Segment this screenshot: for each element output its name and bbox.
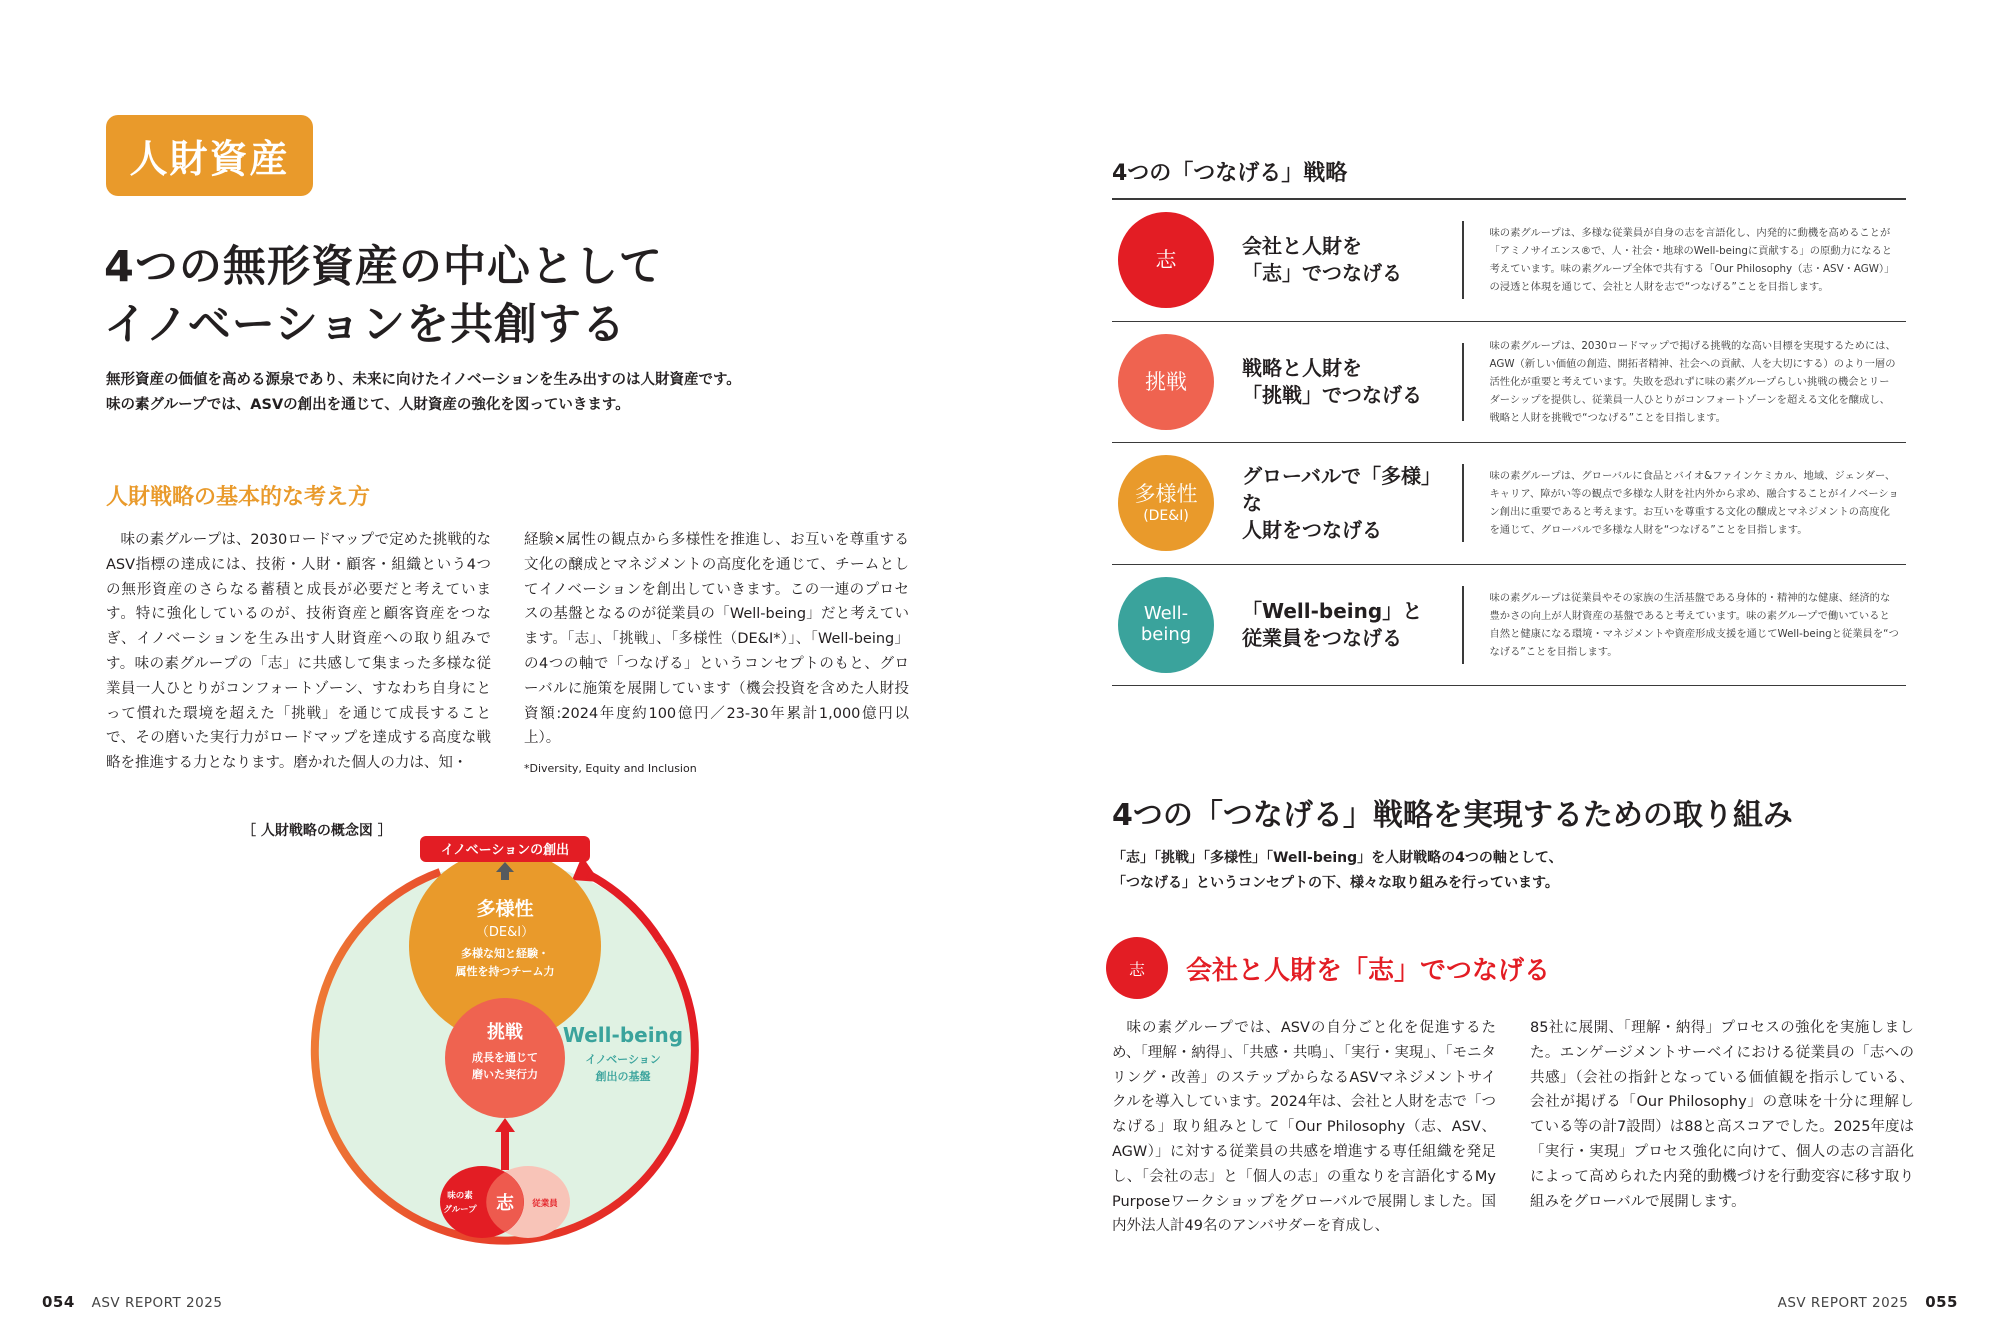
folio-left <box>42 1293 222 1311</box>
innovation-label: イノベーションの創出 <box>440 843 570 858</box>
footnote: *Diversity, Equity and Inclusion <box>524 762 697 775</box>
wellbeing-label: Well-being <box>562 1023 684 1047</box>
page-number: 054 <box>42 1293 75 1311</box>
strategy-row-wellbeing <box>1112 565 1906 687</box>
right-page <box>1000 0 2000 1343</box>
title-line-1: 4つの無形資産の中心として <box>104 242 663 292</box>
employee-label: 従業員 <box>532 1199 558 1209</box>
purpose-section-header <box>1106 937 1550 999</box>
diversity-icon: 多様性 (DE&I) <box>1118 455 1214 551</box>
challenge-desc-1: 成長を通じて <box>472 1051 538 1064</box>
purpose-label: 志 <box>496 1193 514 1214</box>
divider <box>1462 464 1464 542</box>
strategy-title: 「Well-being」と 従業員をつなげる <box>1242 598 1423 650</box>
strategy-table <box>1112 198 1906 686</box>
strategy-row-diversity <box>1112 443 1906 565</box>
wellbeing-desc-2: 創出の基盤 <box>595 1070 651 1083</box>
company-label-2: グループ <box>443 1205 477 1215</box>
wellbeing-icon: Well- being <box>1118 577 1214 673</box>
strategy-row-challenge <box>1112 322 1906 444</box>
report-name: ASV REPORT 2025 <box>1777 1295 1909 1311</box>
purpose-section-title: 会社と人財を「志」でつなげる <box>1186 955 1551 986</box>
challenge-label: 挑戦 <box>487 1022 523 1043</box>
challenge-icon: 挑戦 <box>1118 334 1214 430</box>
body-column-2: 85社に展開、「理解・納得」プロセスの強化を実施しました。エンゲージメントサーベイにおける従業員の「志への共感」（会社の指針となっている価値観を指示している、会社が掲げる「Our Philosophy」の意味を十分に理解している等の計7設問）は88と高スコアでした。2025年度は「実行・実現」プロセス強化に向けて、個人の志の言語化によって高められた内発的動機づけを行動変容に移す取り組みをグローバルで展開します。 <box>1530 1020 1915 1210</box>
category-badge: 人財資産 <box>106 115 313 196</box>
body-column-1: 味の素グループは、2030ロードマップで定めた挑戦的なASV指標の達成には、技術・人財・顧客・組織という4つの無形資産のさらなる蓄積と成長が必要だと考えています。特に強化しているのが、技術資産と顧客資産をつなぎ、イノベーションを生み出す人財資産への取り組みです。味の素グループの「志」に共感して集まった多様な従業員一人ひとりがコンフォートゾーン、すなわち自身にとって慣れた環境を超えた「挑戦」を通じて成長することで、その磨いた実行力がロードマップを達成する高度な戦略を推進する力となります。磨かれた個人の力は、知・ <box>106 532 491 772</box>
purpose-icon: 志 <box>1118 212 1214 308</box>
section-heading: 人財戦略の基本的な考え方 <box>106 485 371 510</box>
strategy-title: 会社と人財を 「志」でつなげる <box>1242 234 1402 286</box>
hr-strategy-concept-diagram <box>300 836 710 1246</box>
strategy-title: グローバルで「多様」な 人財をつなげる <box>1242 463 1441 542</box>
report-name: ASV REPORT 2025 <box>91 1295 223 1311</box>
body-column-2: 経験×属性の観点から多様性を推進し、お互いを尊重する文化の醸成とマネジメントの高度化を通じて、チームとしてイノベーションを創出していきます。この一連のプロセスの基盤となるのが従業員の「Well-being」だと考えています。「志」、「挑戦」、「多様性（DE&I*）」、「Well-being」の4つの軸で「つなげる」というコンセプトのもと、グローバルに施策を展開しています（機会投資を含めた人財投資額:2024年度約100億円／23-30年累計1,000億円以上）。 <box>524 532 909 747</box>
diversity-sub-label: （DE&I） <box>475 925 535 940</box>
wellbeing-desc-1: イノベーション <box>585 1053 661 1066</box>
diversity-desc-2: 属性を持つチーム力 <box>455 965 555 978</box>
lead-text <box>106 368 886 418</box>
divider <box>1462 343 1464 421</box>
page-number: 055 <box>1925 1293 1958 1311</box>
diversity-label: 多様性 <box>476 898 534 920</box>
title-line-2: イノベーションを共創する <box>104 300 626 350</box>
initiatives-heading: 4つの「つなげる」戦略を実現するための取り組み <box>1112 798 1793 833</box>
strategy-description: 味の素グループは、多様な従業員が自身の志を言語化し、内発的に動機を高めることが「アミノサイエンス®で、人・社会・地球のWell-beingに貢献する」の原動力になると考えています。味の素グループ全体で共有する「Our Philosophy（志・ASV・AGW）」の浸透と体現を通じて、会社と人財を志で“つなげる”ことを目指します。 <box>1489 227 1895 294</box>
challenge-desc-2: 磨いた実行力 <box>472 1068 538 1081</box>
strategy-description: 味の素グループは、2030ロードマップで掲げる挑戦的な高い目標を実現するためには、AGW（新しい価値の創造、開拓者精神、社会への貢献、人を大切にする）のより一層の活性化が重要と考えています。失敗を恐れずに味の素グループらしい挑戦の機会とリーダーシップを提供し、従業員一人ひとりがコンフォートゾーンを超える文化を醸成し、戦略と人財を挑戦で“つなげる”ことを目指します。 <box>1489 339 1896 424</box>
diagram-title: ［ 人財戦略の概念図 ］ <box>242 823 392 839</box>
diversity-desc-1: 多様な知と経験・ <box>461 947 549 960</box>
company-label-1: 味の素 <box>447 1191 473 1201</box>
strategy-description: 味の素グループは従業員やその家族の生活基盤である身体的・精神的な健康、経済的な豊かさの向上が人財資産の基盤であると考えています。味の素グループで働いていると自然と健康になる環境・マネジメントや資産形成支援を通じてWell-beingと従業員を“つなげる”ことを目指します。 <box>1489 591 1899 658</box>
divider <box>1462 586 1464 664</box>
folio-right <box>1778 1293 1958 1311</box>
strategy-title: 戦略と人財を 「挑戦」でつなげる <box>1242 355 1422 407</box>
divider <box>1462 221 1464 299</box>
initiatives-lead: 「志」「挑戦」「多様性」「Well-being」を人財戦略の4つの軸として、 「つなげる」というコンセプトの下、様々な取り組みを行っています。 <box>1112 850 1563 891</box>
lead-line-2: 味の素グループでは、ASVの創出を通じて、人財資産の強化を図っていきます。 <box>106 397 630 413</box>
strategy-row-purpose <box>1112 200 1906 322</box>
strategy-description: 味の素グループは、グローバルに食品とバイオ&ファインケミカル、地域、ジェンダー、キャリア、障がい等の観点で多様な人財を社内外から求め、融合することがイノベーション創出に重要であると考えます。お互いを尊重する文化の醸成とマネジメントの高度化を通じて、グローバルで多様な人財を“つなげる”ことを目指します。 <box>1489 470 1899 537</box>
purpose-badge-icon: 志 <box>1106 937 1168 999</box>
body-column-1: 味の素グループでは、ASVの自分ごと化を促進するため、「理解・納得」、「共感・共鳴」、「実行・実現」、「モニタリング・改善」のステップからなるASVマネジメントサイクルを導入しています。2024年は、会社と人財を志で「つなげる」取り組みとして「Our Philosophy（志、ASV、AGW）」に対する従業員の共感を増進する専任組織を発足し、「会社の志」と「個人の志」の重なりを言語化するMy Purposeワークショップをグローバルで展開しました。国内外法人計49名のアンバサダーを育成し、 <box>1112 1020 1496 1235</box>
lead-line-1: 無形資産の価値を高める源泉であり、未来に向けたイノベーションを生み出すのは人財資産です。 <box>106 372 741 388</box>
page-title <box>104 238 904 354</box>
strategy-heading: 4つの「つなげる」戦略 <box>1112 161 1348 186</box>
